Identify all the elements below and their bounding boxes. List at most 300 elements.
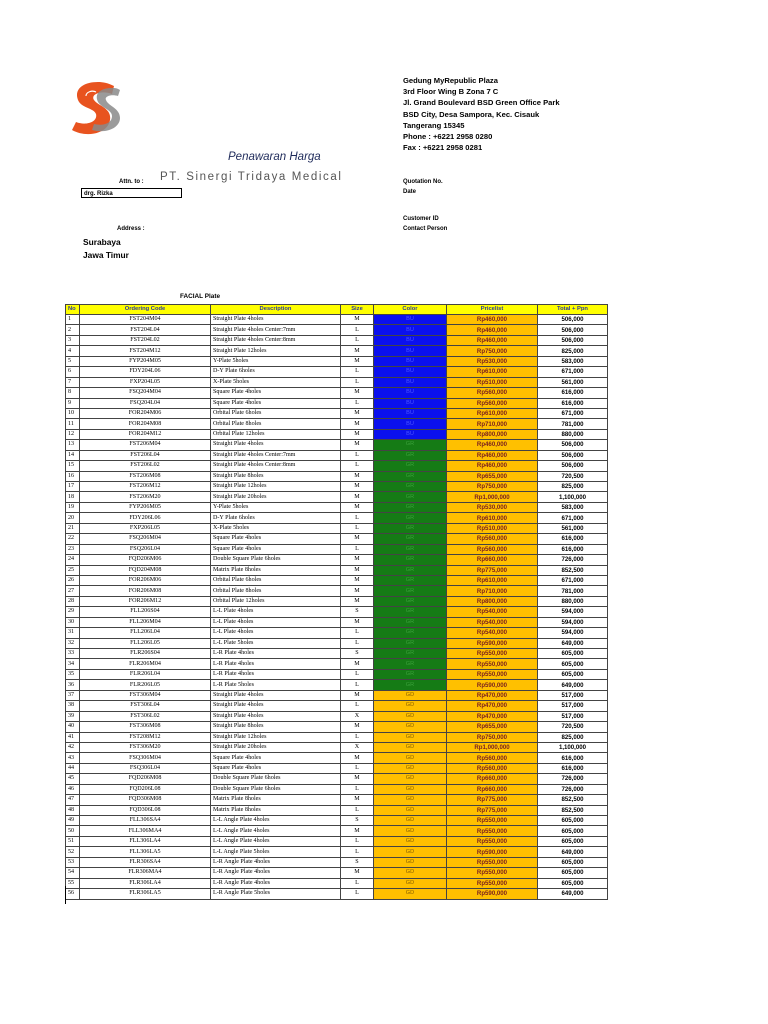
row-total: 561,000 bbox=[538, 377, 608, 387]
row-total: 506,000 bbox=[538, 450, 608, 460]
row-size: M bbox=[341, 346, 374, 356]
row-no: 23 bbox=[66, 544, 80, 554]
row-size: M bbox=[341, 617, 374, 627]
row-pricelist: Rp460,000 bbox=[447, 440, 538, 450]
row-pricelist: Rp560,000 bbox=[447, 544, 538, 554]
row-size: M bbox=[341, 596, 374, 606]
address-line: Jl. Grand Boulevard BSD Green Office Park bbox=[403, 98, 560, 108]
row-pricelist: Rp655,000 bbox=[447, 722, 538, 732]
row-description: Straight Plate 12holes bbox=[211, 482, 341, 492]
row-size: X bbox=[341, 742, 374, 752]
row-color: GR bbox=[374, 492, 447, 502]
row-pricelist: Rp530,000 bbox=[447, 356, 538, 366]
row-size: L bbox=[341, 523, 374, 533]
row-description: Straight Plate 12holes bbox=[211, 732, 341, 742]
row-ordering-code: FST206L02 bbox=[80, 461, 211, 471]
row-total: 517,000 bbox=[538, 711, 608, 721]
row-total: 726,000 bbox=[538, 784, 608, 794]
row-pricelist: Rp775,000 bbox=[447, 795, 538, 805]
table-row bbox=[66, 356, 608, 366]
row-size: S bbox=[341, 607, 374, 617]
table-row bbox=[66, 367, 608, 377]
row-size: L bbox=[341, 805, 374, 815]
row-no: 31 bbox=[66, 628, 80, 638]
row-color: GR bbox=[374, 607, 447, 617]
customer-province: Jawa Timur bbox=[83, 250, 129, 260]
row-total: 852,500 bbox=[538, 805, 608, 815]
row-ordering-code: FLR306SA4 bbox=[80, 857, 211, 867]
row-size: M bbox=[341, 492, 374, 502]
fax-line: Fax : +6221 2958 0281 bbox=[403, 143, 483, 153]
row-color: GD bbox=[374, 816, 447, 826]
row-color: BU bbox=[374, 377, 447, 387]
table-row bbox=[66, 586, 608, 596]
row-color: GR bbox=[374, 440, 447, 450]
row-size: M bbox=[341, 659, 374, 669]
section-title: FACIAL Plate bbox=[180, 293, 221, 300]
row-total: 671,000 bbox=[538, 575, 608, 585]
row-pricelist: Rp610,000 bbox=[447, 513, 538, 523]
row-size: M bbox=[341, 690, 374, 700]
table-row bbox=[66, 628, 608, 638]
row-total: 506,000 bbox=[538, 440, 608, 450]
row-no: 27 bbox=[66, 586, 80, 596]
row-pricelist: Rp510,000 bbox=[447, 377, 538, 387]
row-ordering-code: FLR206S04 bbox=[80, 649, 211, 659]
row-no: 45 bbox=[66, 774, 80, 784]
table-row bbox=[66, 575, 608, 585]
row-size: S bbox=[341, 816, 374, 826]
row-ordering-code: FST204L02 bbox=[80, 335, 211, 345]
row-ordering-code: FYP206M05 bbox=[80, 502, 211, 512]
contact-person-label: Contact Person bbox=[403, 226, 448, 232]
row-description: Straight Plate 4holes Center:7mm bbox=[211, 450, 341, 460]
row-pricelist: Rp590,000 bbox=[447, 889, 538, 899]
row-size: M bbox=[341, 774, 374, 784]
row-description: Straight Plate 4holes bbox=[211, 701, 341, 711]
row-color: GR bbox=[374, 450, 447, 460]
row-pricelist: Rp460,000 bbox=[447, 450, 538, 460]
row-no: 29 bbox=[66, 607, 80, 617]
row-total: 880,000 bbox=[538, 596, 608, 606]
row-total: 506,000 bbox=[538, 315, 608, 325]
row-description: Matrix Plate 8holes bbox=[211, 795, 341, 805]
row-no: 7 bbox=[66, 377, 80, 387]
row-description: L-R Angle Plate 5holes bbox=[211, 889, 341, 899]
row-total: 605,000 bbox=[538, 857, 608, 867]
row-ordering-code: FOR206M08 bbox=[80, 586, 211, 596]
row-description: Orbital Plate 12holes bbox=[211, 596, 341, 606]
row-size: L bbox=[341, 701, 374, 711]
header-ordering-code: Ordering Code bbox=[80, 305, 211, 315]
row-total: 720,500 bbox=[538, 722, 608, 732]
row-no: 17 bbox=[66, 482, 80, 492]
row-color: GR bbox=[374, 586, 447, 596]
row-size: M bbox=[341, 565, 374, 575]
row-total: 583,000 bbox=[538, 502, 608, 512]
row-size: M bbox=[341, 482, 374, 492]
row-color: GR bbox=[374, 659, 447, 669]
row-no: 18 bbox=[66, 492, 80, 502]
row-ordering-code: FSQ306L04 bbox=[80, 763, 211, 773]
row-description: X-Plate 5holes bbox=[211, 523, 341, 533]
row-total: 852,500 bbox=[538, 565, 608, 575]
company-name: PT. Sinergi Tridaya Medical bbox=[160, 171, 343, 183]
row-size: L bbox=[341, 732, 374, 742]
row-color: GD bbox=[374, 836, 447, 846]
table-row bbox=[66, 816, 608, 826]
row-pricelist: Rp540,000 bbox=[447, 628, 538, 638]
table-row bbox=[66, 659, 608, 669]
row-pricelist: Rp540,000 bbox=[447, 607, 538, 617]
row-description: Straight Plate 4holes Center:8mm bbox=[211, 461, 341, 471]
table-row bbox=[66, 826, 608, 836]
row-total: 616,000 bbox=[538, 753, 608, 763]
row-total: 605,000 bbox=[538, 836, 608, 846]
row-no: 26 bbox=[66, 575, 80, 585]
table-row bbox=[66, 408, 608, 418]
row-no: 22 bbox=[66, 534, 80, 544]
row-pricelist: Rp750,000 bbox=[447, 732, 538, 742]
row-no: 55 bbox=[66, 878, 80, 888]
row-description: L-L Angle Plate 4holes bbox=[211, 816, 341, 826]
row-color: GD bbox=[374, 805, 447, 815]
row-pricelist: Rp550,000 bbox=[447, 868, 538, 878]
row-description: L-R Angle Plate 4holes bbox=[211, 878, 341, 888]
row-color: BU bbox=[374, 388, 447, 398]
row-pricelist: Rp470,000 bbox=[447, 701, 538, 711]
table-row bbox=[66, 711, 608, 721]
row-pricelist: Rp610,000 bbox=[447, 367, 538, 377]
row-ordering-code: FYP204M05 bbox=[80, 356, 211, 366]
row-color: BU bbox=[374, 335, 447, 345]
row-color: GR bbox=[374, 628, 447, 638]
row-no: 25 bbox=[66, 565, 80, 575]
row-no: 35 bbox=[66, 669, 80, 679]
row-description: L-R Plate 4holes bbox=[211, 669, 341, 679]
attn-label: Attn. to : bbox=[119, 179, 144, 185]
table-row bbox=[66, 440, 608, 450]
row-ordering-code: FLL206S04 bbox=[80, 607, 211, 617]
row-pricelist: Rp460,000 bbox=[447, 325, 538, 335]
row-ordering-code: FDY204L06 bbox=[80, 367, 211, 377]
row-description: Orbital Plate 6holes bbox=[211, 408, 341, 418]
row-description: L-L Plate 4holes bbox=[211, 628, 341, 638]
row-color: GD bbox=[374, 878, 447, 888]
row-description: Square Plate 4holes bbox=[211, 388, 341, 398]
row-description: Y-Plate 5holes bbox=[211, 502, 341, 512]
row-no: 37 bbox=[66, 690, 80, 700]
row-pricelist: Rp460,000 bbox=[447, 461, 538, 471]
row-ordering-code: FQD206L08 bbox=[80, 784, 211, 794]
row-size: L bbox=[341, 784, 374, 794]
table-row bbox=[66, 461, 608, 471]
row-total: 594,000 bbox=[538, 607, 608, 617]
row-total: 671,000 bbox=[538, 513, 608, 523]
row-description: Straight Plate 4holes bbox=[211, 440, 341, 450]
row-description: Straight Plate 4holes bbox=[211, 711, 341, 721]
row-pricelist: Rp550,000 bbox=[447, 826, 538, 836]
row-color: GR bbox=[374, 482, 447, 492]
row-description: Straight Plate 8holes bbox=[211, 722, 341, 732]
row-description: L-L Plate 5holes bbox=[211, 638, 341, 648]
table-row bbox=[66, 763, 608, 773]
row-description: Straight Plate 20holes bbox=[211, 492, 341, 502]
row-total: 1,100,000 bbox=[538, 742, 608, 752]
row-description: Double Square Plate 6holes bbox=[211, 784, 341, 794]
table-row bbox=[66, 502, 608, 512]
row-description: L-R Plate 5holes bbox=[211, 680, 341, 690]
table-row bbox=[66, 565, 608, 575]
row-ordering-code: FLR306MA4 bbox=[80, 868, 211, 878]
row-color: BU bbox=[374, 419, 447, 429]
document-title: Penawaran Harga bbox=[228, 151, 321, 163]
row-total: 825,000 bbox=[538, 482, 608, 492]
row-description: Matrix Plate 8holes bbox=[211, 805, 341, 815]
table-row bbox=[66, 607, 608, 617]
row-pricelist: Rp655,000 bbox=[447, 471, 538, 481]
row-ordering-code: FOR204M08 bbox=[80, 419, 211, 429]
row-description: L-R Plate 4holes bbox=[211, 659, 341, 669]
row-total: 594,000 bbox=[538, 628, 608, 638]
row-size: L bbox=[341, 638, 374, 648]
row-ordering-code: FST206M12 bbox=[80, 482, 211, 492]
row-pricelist: Rp550,000 bbox=[447, 816, 538, 826]
row-size: L bbox=[341, 680, 374, 690]
row-ordering-code: FDY206L06 bbox=[80, 513, 211, 523]
row-color: GR bbox=[374, 680, 447, 690]
row-pricelist: Rp710,000 bbox=[447, 419, 538, 429]
row-total: 781,000 bbox=[538, 419, 608, 429]
row-ordering-code: FLL306MA4 bbox=[80, 826, 211, 836]
row-ordering-code: FOR204M12 bbox=[80, 429, 211, 439]
border-line bbox=[65, 886, 66, 904]
row-total: 605,000 bbox=[538, 649, 608, 659]
header-no: No bbox=[66, 305, 80, 315]
row-no: 20 bbox=[66, 513, 80, 523]
price-table bbox=[65, 304, 608, 900]
row-ordering-code: FQD306M08 bbox=[80, 795, 211, 805]
row-ordering-code: FLL306LA5 bbox=[80, 847, 211, 857]
row-ordering-code: FLR206L04 bbox=[80, 669, 211, 679]
row-description: Straight Plate 8holes bbox=[211, 471, 341, 481]
row-no: 14 bbox=[66, 450, 80, 460]
row-color: GR bbox=[374, 638, 447, 648]
table-row bbox=[66, 419, 608, 429]
table-row bbox=[66, 492, 608, 502]
address-line: Gedung MyRepublic Plaza bbox=[403, 76, 498, 85]
row-no: 51 bbox=[66, 836, 80, 846]
address-label: Address : bbox=[117, 226, 145, 232]
table-row bbox=[66, 555, 608, 565]
table-row bbox=[66, 690, 608, 700]
row-pricelist: Rp560,000 bbox=[447, 763, 538, 773]
table-row bbox=[66, 335, 608, 345]
row-size: L bbox=[341, 669, 374, 679]
row-total: 517,000 bbox=[538, 690, 608, 700]
row-description: Square Plate 4holes bbox=[211, 544, 341, 554]
row-ordering-code: FSQ204L04 bbox=[80, 398, 211, 408]
table-row bbox=[66, 534, 608, 544]
row-color: GD bbox=[374, 742, 447, 752]
row-color: GD bbox=[374, 795, 447, 805]
row-ordering-code: FLR206M04 bbox=[80, 659, 211, 669]
row-description: Straight Plate 4holes bbox=[211, 690, 341, 700]
row-description: L-L Plate 4holes bbox=[211, 607, 341, 617]
row-no: 3 bbox=[66, 335, 80, 345]
row-color: BU bbox=[374, 325, 447, 335]
row-color: BU bbox=[374, 315, 447, 325]
row-total: 649,000 bbox=[538, 889, 608, 899]
row-ordering-code: FST204M04 bbox=[80, 315, 211, 325]
row-color: BU bbox=[374, 356, 447, 366]
row-size: L bbox=[341, 367, 374, 377]
row-ordering-code: FSQ206L04 bbox=[80, 544, 211, 554]
row-size: L bbox=[341, 450, 374, 460]
row-size: L bbox=[341, 847, 374, 857]
row-ordering-code: FST306M04 bbox=[80, 690, 211, 700]
row-pricelist: Rp510,000 bbox=[447, 523, 538, 533]
row-pricelist: Rp550,000 bbox=[447, 659, 538, 669]
table-row bbox=[66, 680, 608, 690]
row-size: S bbox=[341, 857, 374, 867]
row-no: 28 bbox=[66, 596, 80, 606]
row-size: M bbox=[341, 586, 374, 596]
row-pricelist: Rp560,000 bbox=[447, 388, 538, 398]
row-no: 46 bbox=[66, 784, 80, 794]
row-pricelist: Rp460,000 bbox=[447, 335, 538, 345]
row-description: D-Y Plate 6holes bbox=[211, 367, 341, 377]
row-size: M bbox=[341, 722, 374, 732]
table-row bbox=[66, 513, 608, 523]
table-row bbox=[66, 388, 608, 398]
row-size: M bbox=[341, 534, 374, 544]
row-size: L bbox=[341, 398, 374, 408]
row-no: 30 bbox=[66, 617, 80, 627]
table-row bbox=[66, 795, 608, 805]
row-pricelist: Rp550,000 bbox=[447, 669, 538, 679]
row-pricelist: Rp470,000 bbox=[447, 711, 538, 721]
row-description: Orbital Plate 6holes bbox=[211, 575, 341, 585]
row-no: 39 bbox=[66, 711, 80, 721]
row-color: GR bbox=[374, 565, 447, 575]
row-color: BU bbox=[374, 367, 447, 377]
row-total: 517,000 bbox=[538, 701, 608, 711]
row-size: L bbox=[341, 461, 374, 471]
row-no: 21 bbox=[66, 523, 80, 533]
row-total: 671,000 bbox=[538, 367, 608, 377]
row-no: 5 bbox=[66, 356, 80, 366]
row-description: L-L Plate 4holes bbox=[211, 617, 341, 627]
row-total: 1,100,000 bbox=[538, 492, 608, 502]
row-no: 48 bbox=[66, 805, 80, 815]
row-no: 42 bbox=[66, 742, 80, 752]
row-total: 594,000 bbox=[538, 617, 608, 627]
row-no: 32 bbox=[66, 638, 80, 648]
table-row bbox=[66, 805, 608, 815]
row-ordering-code: FQD204M08 bbox=[80, 565, 211, 575]
row-color: GD bbox=[374, 722, 447, 732]
row-total: 583,000 bbox=[538, 356, 608, 366]
row-size: M bbox=[341, 429, 374, 439]
row-total: 561,000 bbox=[538, 523, 608, 533]
row-pricelist: Rp1,000,000 bbox=[447, 492, 538, 502]
address-line: Tangerang 15345 bbox=[403, 120, 465, 130]
row-color: GD bbox=[374, 857, 447, 867]
row-pricelist: Rp1,000,000 bbox=[447, 742, 538, 752]
row-total: 852,500 bbox=[538, 795, 608, 805]
row-color: GD bbox=[374, 763, 447, 773]
table-row bbox=[66, 398, 608, 408]
row-color: GD bbox=[374, 732, 447, 742]
table-row bbox=[66, 596, 608, 606]
row-ordering-code: FST306M08 bbox=[80, 722, 211, 732]
row-size: L bbox=[341, 889, 374, 899]
row-color: GD bbox=[374, 701, 447, 711]
table-row bbox=[66, 429, 608, 439]
row-description: Orbital Plate 8holes bbox=[211, 586, 341, 596]
row-ordering-code: FLL206L05 bbox=[80, 638, 211, 648]
row-no: 10 bbox=[66, 408, 80, 418]
row-pricelist: Rp660,000 bbox=[447, 774, 538, 784]
row-no: 36 bbox=[66, 680, 80, 690]
attn-field[interactable]: drg. Rizka bbox=[81, 188, 182, 198]
table-row bbox=[66, 847, 608, 857]
row-description: L-R Plate 4holes bbox=[211, 649, 341, 659]
company-logo-mark bbox=[68, 76, 128, 138]
row-description: Straight Plate 4holes Center:7mm bbox=[211, 325, 341, 335]
row-ordering-code: FLL306SA4 bbox=[80, 816, 211, 826]
row-size: M bbox=[341, 419, 374, 429]
row-no: 44 bbox=[66, 763, 80, 773]
address-line: 3rd Floor Wing B Zona 7 C bbox=[403, 87, 499, 97]
row-total: 649,000 bbox=[538, 638, 608, 648]
row-color: GD bbox=[374, 711, 447, 721]
row-total: 605,000 bbox=[538, 659, 608, 669]
row-pricelist: Rp530,000 bbox=[447, 502, 538, 512]
row-color: GD bbox=[374, 889, 447, 899]
row-ordering-code: FQD206M08 bbox=[80, 774, 211, 784]
row-description: L-L Angle Plate 4holes bbox=[211, 826, 341, 836]
row-description: Orbital Plate 8holes bbox=[211, 419, 341, 429]
table-row bbox=[66, 753, 608, 763]
row-pricelist: Rp560,000 bbox=[447, 753, 538, 763]
row-ordering-code: FST204M12 bbox=[80, 346, 211, 356]
table-row bbox=[66, 669, 608, 679]
row-no: 16 bbox=[66, 471, 80, 481]
row-no: 52 bbox=[66, 847, 80, 857]
row-color: GD bbox=[374, 847, 447, 857]
row-ordering-code: FQD306L08 bbox=[80, 805, 211, 815]
row-no: 54 bbox=[66, 868, 80, 878]
row-no: 2 bbox=[66, 325, 80, 335]
row-ordering-code: FQD206M06 bbox=[80, 555, 211, 565]
row-ordering-code: FST306L04 bbox=[80, 701, 211, 711]
table-header-row bbox=[66, 305, 608, 315]
row-size: X bbox=[341, 711, 374, 721]
row-no: 53 bbox=[66, 857, 80, 867]
row-color: GR bbox=[374, 669, 447, 679]
row-description: L-L Angle Plate 4holes bbox=[211, 836, 341, 846]
row-description: Orbital Plate 12holes bbox=[211, 429, 341, 439]
row-size: L bbox=[341, 544, 374, 554]
row-color: GR bbox=[374, 502, 447, 512]
row-pricelist: Rp590,000 bbox=[447, 638, 538, 648]
row-pricelist: Rp710,000 bbox=[447, 586, 538, 596]
row-ordering-code: FLR306LA5 bbox=[80, 889, 211, 899]
row-color: BU bbox=[374, 398, 447, 408]
row-pricelist: Rp560,000 bbox=[447, 398, 538, 408]
